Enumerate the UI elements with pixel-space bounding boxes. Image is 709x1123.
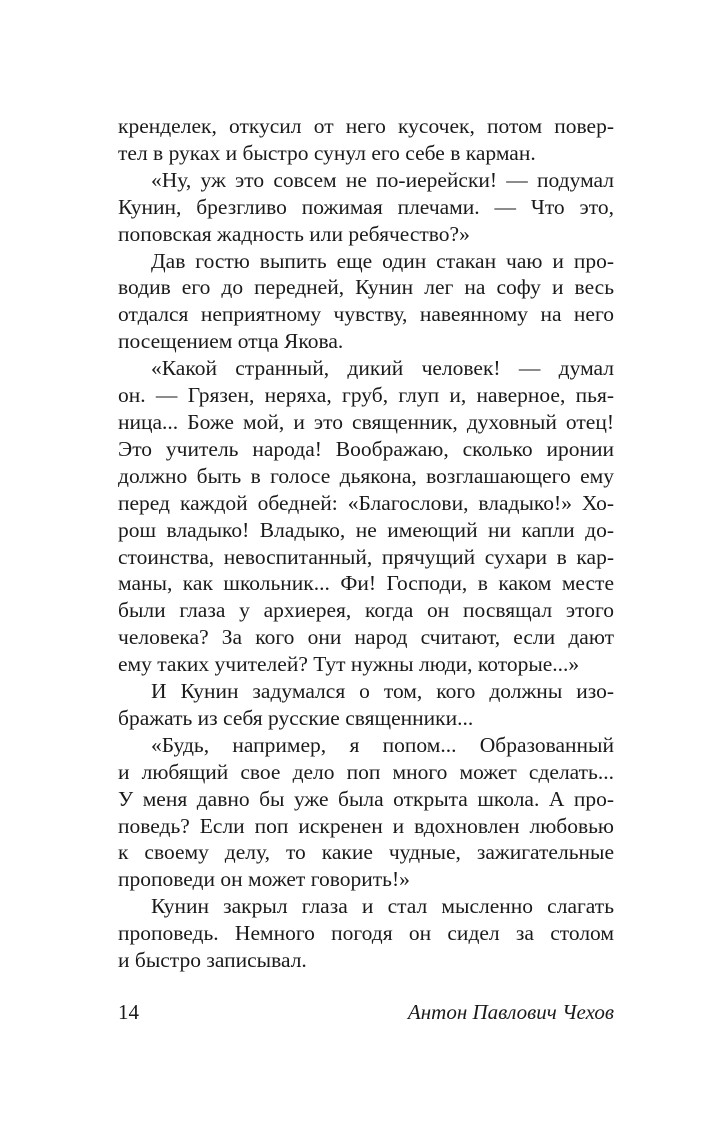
text-line: «Какой странный, дикий человек! — думал [151, 356, 614, 381]
text-line: проповедь. Немного погодя он сидел за столом [118, 921, 614, 946]
text-line: поведь? Если поп искренен и вдохновлен любовью [118, 813, 614, 838]
text-line: Это учитель народа! Воображаю, сколько иронии [118, 436, 614, 461]
running-title: Антон Павлович Чехов [407, 1000, 614, 1024]
text-line: перед каждой обедней: «Благослови, владыко!» Хо- [118, 490, 614, 515]
text-line: были глаза у архиерея, когда он посвящал этого [118, 598, 614, 623]
text-line: «Ну, уж это совсем не по-иерейски! — подумал [151, 167, 614, 192]
page-footer [118, 997, 614, 1027]
text-line: и любящий свое дело поп много может сделать... [118, 759, 614, 784]
paragraph [118, 732, 614, 893]
text-line: человека? За кого они народ считают, если дают [118, 625, 614, 650]
paragraph [118, 893, 614, 974]
text-line: ница... Боже мой, и это священник, духовный отец! [118, 409, 614, 434]
text-line: И Кунин задумался о том, кого должны изо- [151, 679, 614, 704]
text-line: проповеди он может говорить!» [118, 867, 410, 892]
paragraph [118, 355, 614, 678]
text-line: Кунин закрыл глаза и стал мысленно слагать [151, 894, 614, 919]
text-line: У меня давно бы уже была открыта школа. А про- [118, 786, 614, 811]
text-line: водив его до передней, Кунин лег на софу и весь [118, 275, 614, 300]
text-line: отдался неприятному чувству, навеянному на него [118, 302, 614, 327]
text-line: ему таких учителей? Тут нужны люди, которые...» [118, 652, 580, 677]
paragraph [118, 167, 614, 248]
text-line: стоинства, невоспитанный, прячущий сухари в кар- [118, 544, 614, 569]
text-line: и быстро записывал. [118, 948, 307, 973]
paragraph [118, 113, 614, 167]
text-line: тел в руках и быстро сунул его себе в карман. [118, 140, 536, 165]
page-number: 14 [118, 1000, 139, 1024]
text-line: Дав гостю выпить еще один стакан чаю и про- [151, 248, 614, 273]
text-line: кренделек, откусил от него кусочек, потом повер- [118, 114, 614, 138]
text-line: он. — Грязен, неряха, груб, глуп и, наверное, пья- [118, 383, 614, 408]
paragraph [118, 678, 614, 732]
paragraph [118, 248, 614, 356]
text-line: к своему делу, то какие чудные, зажигательные [118, 840, 614, 865]
text-line: Кунин, брезгливо пожимая плечами. — Что это, [118, 194, 614, 219]
text-line: посещением отца Якова. [118, 329, 344, 354]
text-line: «Будь, например, я попом... Образованный [151, 732, 614, 757]
text-line: бражать из себя русские священники... [118, 705, 474, 730]
text-line: рош владыко! Владыко, не имеющий ни капли до- [118, 517, 614, 542]
text-line: маны, как школьник... Фи! Господи, в каком месте [118, 571, 614, 596]
page-body [118, 113, 614, 974]
text-line: должно быть в голосе дьякона, возглашающего ему [118, 463, 614, 488]
text-line: поповская жадность или ребячество?» [118, 221, 470, 246]
